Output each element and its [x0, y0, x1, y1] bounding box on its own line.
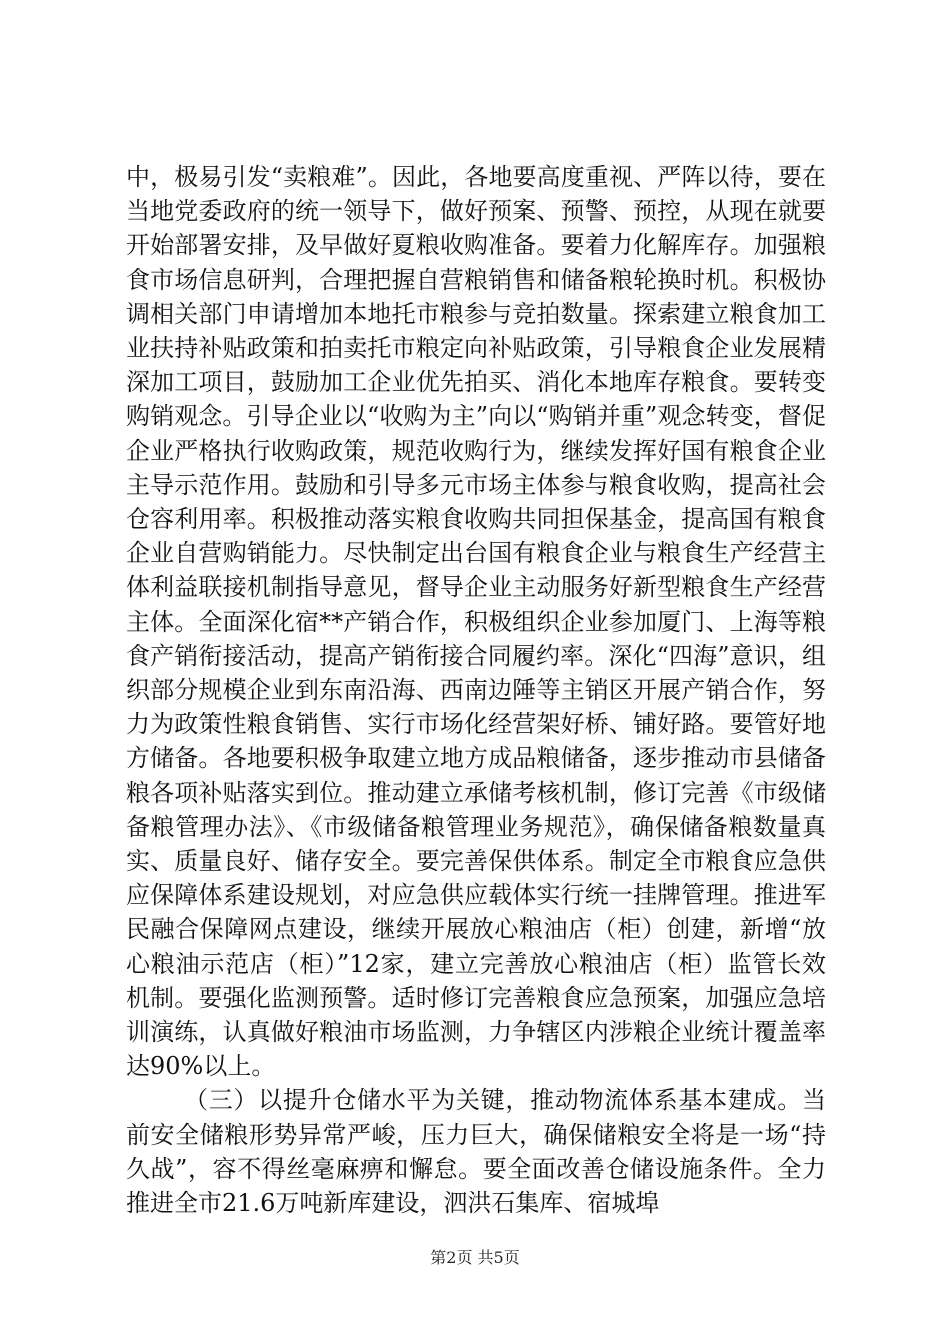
paragraph-2: （三）以提升仓储水平为关键，推动物流体系基本建成。当前安全储粮形势异常严峻，压力巨大，确保储粮安全将是一场“持久战”，容不得丝毫麻痹和懈怠。要全面改善仓储设施条件。全力推进全市21.6万吨新库建设，泗洪石集库、宿城埠	[126, 1086, 826, 1218]
paragraph-1: 中，极易引发“卖粮难”。因此，各地要高度重视、严阵以待，要在当地党委政府的统一领导下，做好预案、预警、预控，从现在就要开始部署安排，及早做好夏粮收购准备。要着力化解库存。加强粮食市场信息研判，合理把握自营粮销售和储备粮轮换时机。积极协调相关部门申请增加本地托市粮参与竞拍数量。探索建立粮食加工业扶持补贴政策和拍卖托市粮定向补贴政策，引导粮食企业发展精深加工项目，鼓励加工企业优先拍买、消化本地库存粮食。要转变购销观念。引导企业以“收购为主”向以“购销并重”观念转变，督促企业严格执行收购政策，规范收购行为，继续发挥好国有粮食企业主导示范作用。鼓励和引导多元市场主体参与粮食收购，提高社会仓容利用率。积极推动落实粮食收购共同担保基金，提高国有粮食企业自营购销能力。尽快制定出台国有粮食企业与粮食生产经营主体利益联接机制指导意见，督导企业主动服务好新型粮食生产经营主体。全面深化宿**产销合作，积极组织企业参加厦门、上海等粮食产销衔接活动，提高产销衔接合同履约率。深化“四海”意识，组织部分规模企业到东南沿海、西南边陲等主销区开展产销合作，努力为政策性粮食销售、实行市场化经营架好桥、铺好路。要管好地方储备。各地要积极争取建立地方成品粮储备，逐步推动市县储备粮各项补贴落实到位。推动建立承储考核机制，修订完善《市级储备粮管理办法》、《市级储备粮管理业务规范》，确保储备粮数量真实、质量良好、储存安全。要完善保供体系。制定全市粮食应急供应保障体系建设规划，对应急供应载体实行统一挂牌管理。推进军民融合保障网点建设，继续开展放心粮油店（柜）创建，新增“放心粮油示范店（柜）”12家，建立完善放心粮油店（柜）监管长效机制。要强化监测预警。适时修订完善粮食应急预案，加强应急培训演练，认真做好粮油市场监测，力争辖区内涉粮企业统计覆盖率达90%以上。	[126, 163, 826, 1081]
page-footer: 第2页 共5页	[430, 1248, 520, 1267]
document-body	[126, 160, 826, 1220]
